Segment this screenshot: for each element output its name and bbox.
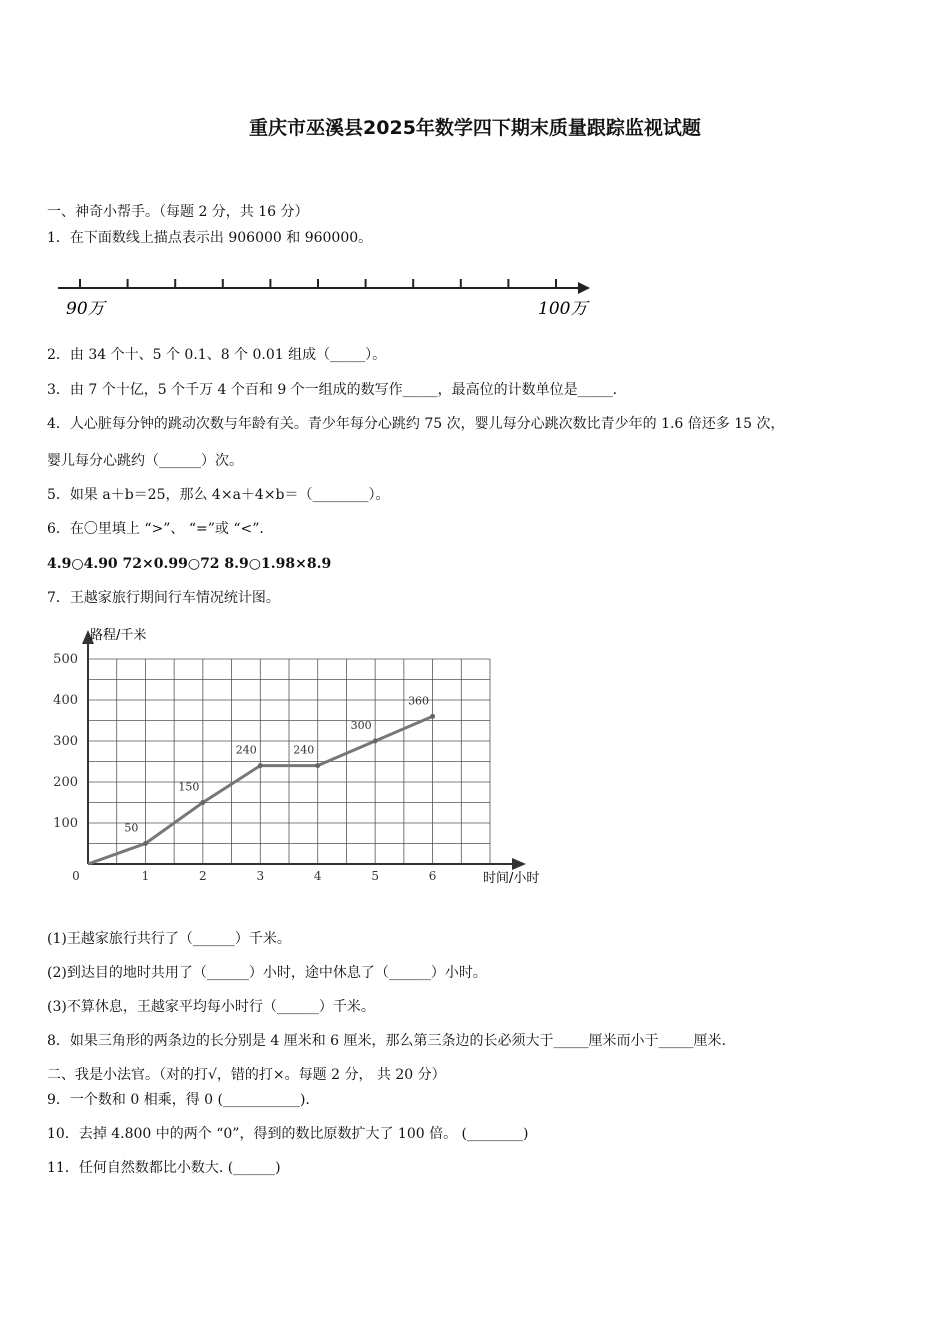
number-line-end-label: 100万 <box>538 299 588 319</box>
x-tick-label: 1 <box>141 869 150 883</box>
data-label: 150 <box>178 780 200 794</box>
data-point <box>200 800 205 805</box>
section-1-heading: 一、神奇小帮手。（每题 2 分，共 16 分） <box>47 204 309 220</box>
y-tick-label: 200 <box>53 775 78 790</box>
question-9: 9．一个数和 0 相乘，得 0 (___________)． <box>47 1092 320 1108</box>
chart-y-ticks <box>53 652 78 831</box>
number-line-ticks <box>80 279 556 288</box>
question-11: 11．任何自然数都比小数大. (______) <box>47 1160 281 1176</box>
question-7: 7．王越家旅行期间行车情况统计图。 <box>47 590 280 606</box>
question-2: 2．由 34 个十、5 个 0.1、8 个 0.01 组成（_____）。 <box>47 347 387 363</box>
chart-y-axis-label: 路程/千米 <box>90 628 147 643</box>
x-tick-label: 0 <box>72 869 80 883</box>
x-tick-label: 6 <box>428 869 437 883</box>
y-tick-label: 100 <box>53 816 78 831</box>
y-tick-label: 500 <box>53 652 78 667</box>
chart-x-axis-label: 时间/小时 <box>483 871 540 886</box>
data-label: 300 <box>350 719 372 732</box>
data-label: 240 <box>235 743 257 757</box>
data-label: 50 <box>124 821 139 835</box>
y-tick-label: 400 <box>53 693 78 708</box>
question-6: 6．在〇里填上 “>”、 “=”或 “<”. <box>47 521 264 537</box>
data-label: 360 <box>408 694 430 708</box>
number-line-arrow-icon <box>578 282 590 294</box>
x-tick-label: 5 <box>371 869 379 883</box>
question-10: 10．去掉 4.800 中的两个 “0”，得到的数比原数扩大了 100 倍。 (________) <box>47 1126 529 1142</box>
question-4-line-1: 4．人心脏每分钟的跳动次数与年龄有关。青少年每分心跳约 75 次，婴儿每分心跳次数比青少年的 1.6 倍还多 15 次， <box>47 416 785 432</box>
question-1: 1．在下面数线上描点表示出 906000 和 960000。 <box>47 230 373 246</box>
section-2-heading: 二、我是小法官。（对的打√，错的打×。每题 2 分， 共 20 分） <box>47 1067 446 1083</box>
number-line-start-label: 90万 <box>66 299 105 319</box>
x-tick-label: 2 <box>199 869 207 883</box>
question-7-part-3: (3)不算休息，王越家平均每小时行（______）千米。 <box>47 999 375 1015</box>
chart-x-ticks <box>72 869 436 883</box>
question-4-line-2: 婴儿每分心跳约（______）次。 <box>47 453 243 469</box>
data-point <box>258 763 263 768</box>
question-7-part-1: (1)王越家旅行共行了（______）千米。 <box>47 931 291 947</box>
chart-grid <box>88 659 490 864</box>
question-8: 8．如果三角形的两条边的长分别是 4 厘米和 6 厘米，那么第三条边的长必须大于_____厘米而小于_____厘米. <box>47 1033 726 1049</box>
data-point <box>373 739 378 744</box>
data-point <box>143 841 148 846</box>
question-6-items: 4.9○4.90 72×0.99○72 8.9○1.98×8.9 <box>47 556 332 572</box>
x-tick-label: 3 <box>256 869 265 883</box>
y-tick-label: 300 <box>53 734 78 749</box>
page-title: 重庆市巫溪县2025年数学四下期末质量跟踪监视试题 <box>249 117 701 139</box>
travel-line-chart <box>40 622 570 892</box>
data-point <box>430 714 435 719</box>
question-7-part-2: (2)到达目的地时共用了（______）小时，途中休息了（______）小时。 <box>47 965 487 981</box>
data-point <box>315 763 320 768</box>
question-5: 5．如果 a＋b＝25，那么 4×a＋4×b＝（________）。 <box>47 487 390 503</box>
data-label: 240 <box>293 743 315 757</box>
number-line <box>50 268 610 324</box>
x-axis-arrow-icon <box>512 858 526 870</box>
x-tick-label: 4 <box>313 869 322 883</box>
question-3: 3．由 7 个十亿，5 个千万 4 个百和 9 个一组成的数写作_____，最高位的计数单位是_____. <box>47 382 618 398</box>
